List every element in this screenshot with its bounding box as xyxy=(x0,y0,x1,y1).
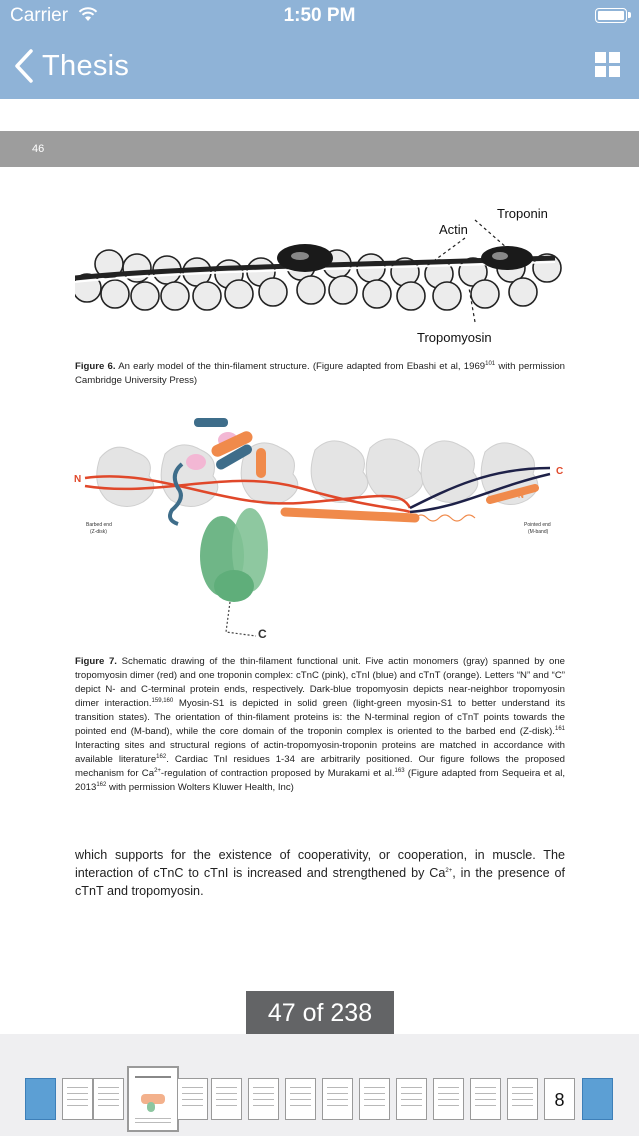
n-right-label: N xyxy=(518,491,524,500)
thumbnail-page[interactable] xyxy=(582,1078,613,1120)
thumbnail-page-number[interactable]: 8 xyxy=(544,1078,575,1120)
actin-label: Actin xyxy=(439,222,468,237)
figure-7-caption-ref-3: 162 xyxy=(156,753,167,760)
figure-6-illustration xyxy=(75,196,565,352)
figure-7-caption-p4: . Cardiac TnI residues 1-34 are arbitrarily positioned. Our figure follows the proposed mechanism for Ca xyxy=(75,754,565,779)
figure-7-caption-label: Figure 7. xyxy=(75,656,117,667)
figure-7-caption-p5: -regulation of contraction proposed by Murakami et al. xyxy=(160,768,395,779)
body-text-2: , in the presence of cTnT and tropomyosin. xyxy=(75,866,565,898)
barbed-end-label: Barbed end xyxy=(86,522,112,528)
figure-7-caption-ref-1: 159,160 xyxy=(151,697,174,704)
thumbnail-page[interactable] xyxy=(93,1078,124,1120)
figure-7-caption-p7: with permission Wolters Kluwer Health, Inc) xyxy=(106,782,294,793)
body-paragraph xyxy=(75,846,565,900)
figure-6-caption xyxy=(75,360,565,388)
battery-icon xyxy=(595,8,627,23)
c-right-label: C xyxy=(556,466,564,477)
figure-7-caption-p6: (Figure adapted from Sequeira et al, 2013 xyxy=(75,768,565,793)
z-disk-label: (Z-disk) xyxy=(90,529,107,535)
top-navigation-bar xyxy=(0,0,639,99)
thumbnail-page[interactable] xyxy=(433,1078,464,1120)
battery-fill xyxy=(598,11,624,20)
figure-7-caption-ref-4: 2+ xyxy=(154,767,161,774)
figure-7-caption-p1: Schematic drawing of the thin-filament functional unit. Five actin monomers (gray) spanned by one tropomyosin dimer (red) and one troponin complex: cTnC (pink), cTnI (blue) and cTnT (orange). Letters “N” and “C” depict N- and C-terminal protein ends, respectively. Dark-blue tropomyosin depicts near-neighbor tropomyosin dimer interaction. xyxy=(75,656,565,709)
figure-6-caption-text-2: with permission Cambridge University Press) xyxy=(75,361,565,386)
figure-6-caption-ref: 101 xyxy=(485,360,496,367)
figure-7-illustration xyxy=(70,408,570,648)
thumbnail-page[interactable] xyxy=(396,1078,427,1120)
figure-7-caption-p2: Myosin-S1 is depicted in solid green (light-green myosin-S1 to better understand its transition states). The orientation of thin-filament proteins is: the N-terminal region of cTnT points towards the pointed end (M-band), while the core domain of the troponin complex is oriented to the barbed end (Z-disk). xyxy=(75,698,565,737)
pointed-end-label: Pointed end xyxy=(524,522,551,528)
thumbnail-page[interactable] xyxy=(507,1078,538,1120)
thumbnail-current-page[interactable] xyxy=(127,1066,179,1132)
page-number: 46 xyxy=(32,143,45,155)
back-button[interactable] xyxy=(14,44,129,88)
figure-7-caption-ref-2: 161 xyxy=(554,725,565,732)
grid-view-button[interactable] xyxy=(595,52,621,78)
status-bar xyxy=(0,0,639,32)
clock-label: 1:50 PM xyxy=(283,5,356,26)
thumbnail-page[interactable] xyxy=(62,1078,93,1120)
m-band-label: (M-band) xyxy=(528,529,549,535)
figure-6-caption-label: Figure 6. xyxy=(75,361,116,372)
figure-7-caption xyxy=(75,655,565,795)
back-label: Thesis xyxy=(42,49,130,82)
n-left-label: N xyxy=(74,474,82,485)
c-bottom-label: C xyxy=(258,627,267,641)
thumbnail-page[interactable] xyxy=(211,1078,242,1120)
figure-7-caption-ref-6: 162 xyxy=(96,781,107,788)
chevron-left-icon xyxy=(14,49,34,83)
body-text-sup: 2+ xyxy=(445,867,453,874)
figure-7-caption-ref-5: 163 xyxy=(394,767,405,774)
troponin-label: Troponin xyxy=(497,206,548,221)
thumbnail-page[interactable] xyxy=(248,1078,279,1120)
thumbnail-page[interactable] xyxy=(359,1078,390,1120)
carrier-label: Carrier xyxy=(10,5,69,26)
figure-6-caption-text: An early model of the thin-filament structure. (Figure adapted from Ebashi et al, 1969 xyxy=(118,361,486,372)
thumbnail-page[interactable] xyxy=(25,1078,56,1120)
thumbnail-page[interactable] xyxy=(322,1078,353,1120)
thumbnail-page[interactable] xyxy=(470,1078,501,1120)
thumbnail-page[interactable] xyxy=(285,1078,316,1120)
page-indicator: 47 of 238 xyxy=(246,991,394,1036)
page-header-bar xyxy=(0,131,639,167)
body-text-1: which supports for the existence of cooperativity, or cooperation, in muscle. The interaction of cTnC to cTnI is increased and strengthened by Ca xyxy=(75,848,565,880)
tropomyosin-label: Tropomyosin xyxy=(417,330,492,345)
thumbnail-page[interactable] xyxy=(177,1078,208,1120)
figure-7-caption-p3: Interacting sites and structural regions of actin-tropomyosin-troponin proteins are matched in accordance with available literature xyxy=(75,740,565,765)
